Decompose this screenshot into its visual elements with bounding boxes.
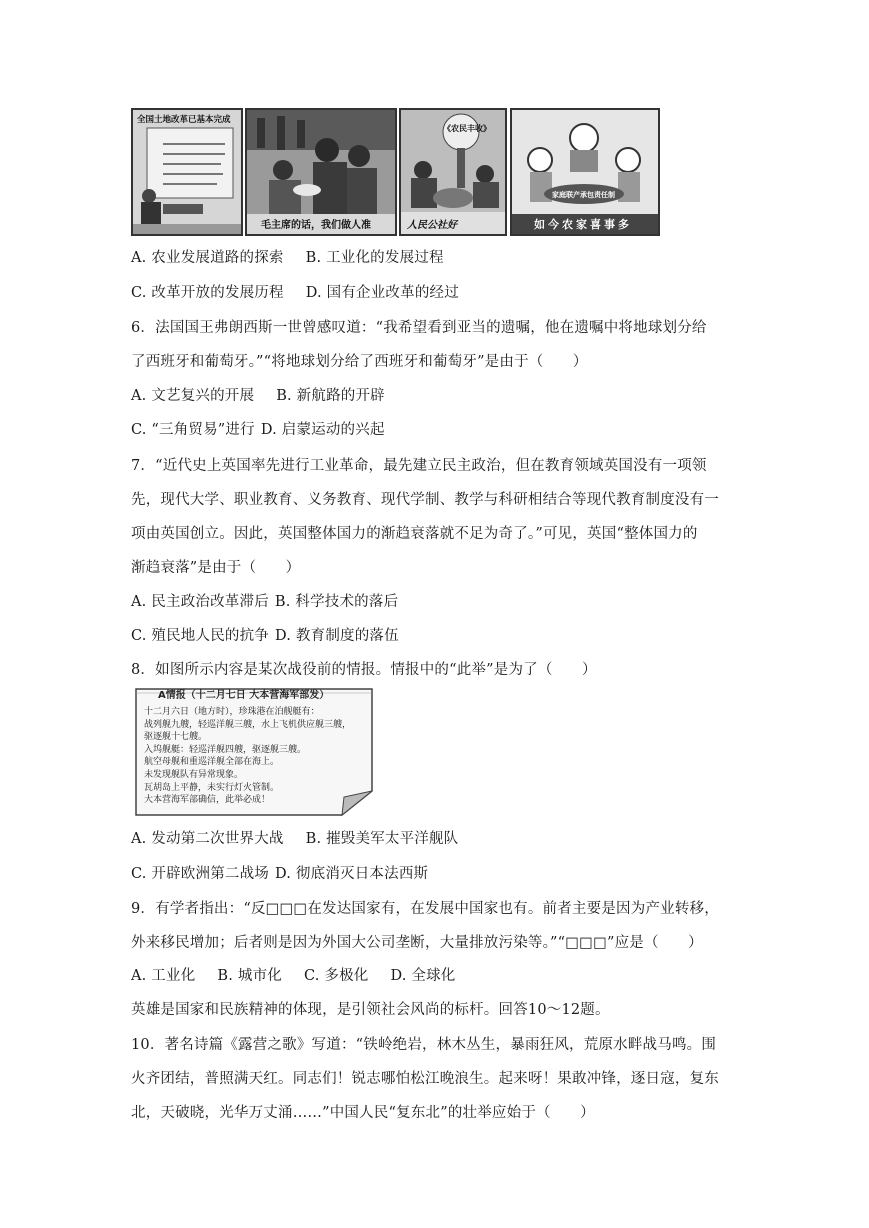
q6-option-c[interactable]: C. “三角贸易”进行 (131, 422, 255, 438)
poster-caption: 全国土地改革已基本完成 (137, 115, 231, 125)
poster-factory-workers (245, 108, 397, 236)
intelligence-line: 战列舰九艘，轻巡洋舰三艘，水上飞机供应舰三艘， (144, 719, 352, 730)
q5-options-row-2 (131, 283, 459, 303)
q7-stem-line: 先，现代大学、职业教育、义务教育、现代学制、教学与科研相结合等现代教育制度没有一 (131, 492, 719, 508)
q9-option-b[interactable]: B. 城市化 (217, 968, 282, 984)
q6-option-b[interactable]: B. 新航路的开辟 (276, 388, 385, 404)
q5-option-c[interactable]: C. 改革开放的发展历程 (131, 285, 284, 301)
q7-option-a[interactable]: A. 民主政治改革滞后 (131, 594, 269, 610)
poster-tag: 《农民丰收》 (443, 124, 491, 133)
section-intro: 英雄是国家和民族精神的体现，是引领社会风尚的标杆。回答10～12题。 (131, 1002, 610, 1018)
q8-options-row-2 (131, 864, 428, 884)
q7-options-row-1 (131, 592, 398, 612)
q8-option-c[interactable]: C. 开辟欧洲第二战场 (131, 866, 269, 882)
q7-option-b[interactable]: B. 科学技术的落后 (274, 594, 399, 610)
q8-options-row-1 (131, 829, 458, 849)
intelligence-title: A情报（十二月七日 大本营海军部发） (158, 690, 330, 701)
q8-option-a[interactable]: A. 发动第二次世界大战 (131, 831, 284, 847)
q6-option-a[interactable]: A. 文艺复兴的开展 (131, 388, 255, 404)
q8-option-b[interactable]: B. 摧毁美军太平洋舰队 (305, 831, 459, 847)
q8-option-d[interactable]: D. 彻底消灭日本法西斯 (275, 866, 429, 882)
poster-caption: 人民公社好 (407, 220, 457, 231)
q6-stem-line: 了西班牙和葡萄牙。”“将地球划分给了西班牙和葡萄牙”是由于（ ） (131, 354, 588, 370)
q9-stem-line: 外来移民增加；后者则是因为外国大公司垄断，大量排放污染等。”“□□□”应是（ ） (131, 935, 703, 951)
q8-stem-line: 8．如图所示内容是某次战役前的情报。情报中的“此举”是为了（ ） (131, 662, 597, 678)
q9-option-d[interactable]: D. 全球化 (390, 968, 456, 984)
q5-option-b[interactable]: B. 工业化的发展过程 (305, 250, 444, 266)
q9-option-c[interactable]: C. 多极化 (303, 968, 369, 984)
q6-stem-line: 6．法国国王弗朗西斯一世曾感叹道：“我希望看到亚当的遗嘱，他在遗嘱中将地球划分给 (131, 320, 707, 336)
intelligence-line: 驱逐舰十七艘。 (144, 732, 208, 743)
poster-peoples-commune (399, 108, 507, 236)
q7-stem-line: 渐趋衰落”是由于（ ） (131, 560, 301, 576)
q6-options-row-2 (131, 420, 385, 440)
q10-stem-line: 北，天破晓，光华万丈涌……”中国人民“复东北”的壮举应始于（ ） (131, 1105, 595, 1121)
q6-options-row-1 (131, 386, 385, 406)
poster-household-contract (510, 108, 660, 236)
q10-stem-line: 火齐团结，普照满天红。同志们！锐志哪怕松江晚浪生。起来呀！果敢冲锋，逐日寇，复东 (131, 1071, 719, 1087)
intelligence-line: 瓦胡岛上平静，未实行灯火管制。 (144, 782, 280, 793)
intelligence-line: 航空母舰和重巡洋舰全部在海上。 (144, 757, 280, 768)
q7-option-d[interactable]: D. 教育制度的落伍 (275, 628, 399, 644)
intelligence-line: 十二月六日（地方时），珍珠港在泊舰艇有： (144, 707, 320, 717)
poster-caption: 如今农家喜事多 (534, 218, 632, 231)
poster-land-reform (131, 108, 243, 236)
q5-option-a[interactable]: A. 农业发展道路的探索 (131, 250, 284, 266)
q9-options-row (131, 966, 456, 986)
q7-option-c[interactable]: C. 殖民地人民的抗争 (131, 628, 269, 644)
q6-option-d[interactable]: D. 启蒙运动的兴起 (260, 422, 385, 438)
intelligence-note-image (134, 687, 377, 817)
q10-stem-line: 10．著名诗篇《露营之歌》写道：“铁岭绝岩，林木丛生，暴雨狂风，荒原水畔战马鸣。围 (131, 1037, 717, 1053)
q5-options-row-1 (131, 248, 444, 268)
q5-option-d[interactable]: D. 国有企业改革的经过 (305, 285, 459, 301)
intelligence-body (144, 706, 351, 807)
q7-stem-line: 7．“近代史上英国率先进行工业革命，最先建立民主政治，但在教育领域英国没有一项领 (131, 458, 707, 474)
q9-option-a[interactable]: A. 工业化 (131, 968, 196, 984)
intelligence-line: 入坞舰艇：轻巡洋舰四艘，驱逐舰三艘。 (144, 744, 307, 755)
poster-tag: 家庭联产承包责任制 (552, 191, 615, 199)
intelligence-line: 大本营海军部确信，此举必成！ (144, 795, 271, 806)
q5-image-strip (131, 108, 661, 234)
intelligence-line: 未发现舰队有异常现象。 (144, 769, 244, 780)
poster-caption: 毛主席的话，我们做人准 (261, 220, 371, 231)
q7-options-row-2 (131, 626, 399, 646)
q7-stem-line: 项由英国创立。因此，英国整体国力的渐趋衰落就不足为奇了。”可见，英国“整体国力的 (131, 526, 698, 542)
q9-stem-line: 9．有学者指出：“反□□□在发达国家有，在发展中国家也有。前者主要是因为产业转移， (131, 901, 719, 917)
